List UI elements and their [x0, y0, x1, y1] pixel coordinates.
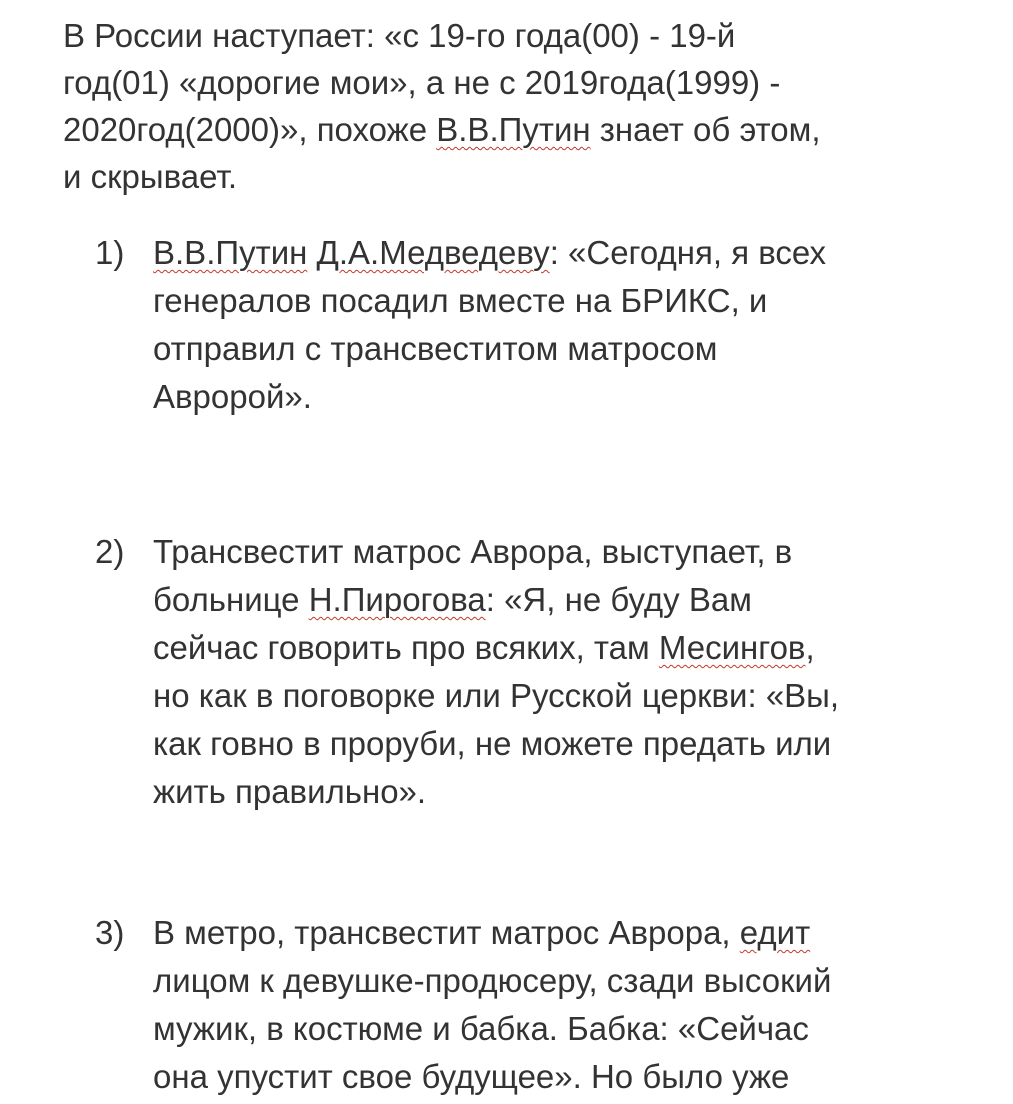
list-item-number: 3) [95, 914, 125, 951]
list-item-text [153, 229, 973, 421]
list-item-line: но как в поговорке или Русской церкви: «Вы, [153, 677, 840, 714]
list-item-text [153, 528, 973, 816]
intro-line: В России наступает: «с 19-го года(00) - 19-й [63, 17, 736, 54]
intro-text: 2020год(2000)», похоже [63, 111, 437, 148]
list-item-line: она упустит свое будущее». Но было уже [153, 1058, 790, 1095]
list-item-line: мужик, в костюме и бабка. Бабка: «Сейчас [153, 1010, 809, 1047]
spellcheck-word: Н.Пирогова [308, 581, 486, 618]
space [307, 234, 316, 271]
list-item-line: лицом к девушке-продюсеру, сзади высокий [153, 962, 832, 999]
spellcheck-word: едит [739, 914, 811, 951]
list-item-line: Авророй». [153, 378, 312, 415]
list-item-number: 2) [95, 533, 125, 570]
list-item-line: Трансвестит матрос Аврора, выступает, в [153, 533, 793, 570]
spellcheck-word: Месингов [658, 629, 806, 666]
list-item-text-run: В метро, трансвестит матрос Аврора, [153, 914, 740, 951]
intro-line: год(01) «дорогие мои», а не с 2019года(1999) - [63, 64, 781, 101]
list-item-text-run: сейчас говорить про всяких, там [153, 629, 659, 666]
spellcheck-word: В.В.Путин [153, 234, 308, 271]
list-item-text-run: больнице [153, 581, 309, 618]
list-item-line [153, 624, 973, 672]
list-item-text [153, 909, 973, 1101]
intro-text: знает об этом, [590, 111, 821, 148]
list-item-number: 1) [95, 234, 125, 271]
list-item-line: жить правильно». [153, 773, 427, 810]
list-item-text-run: , [805, 629, 815, 666]
list-item-line: как говно в проруби, не можете предать или [153, 725, 832, 762]
list-item-line [153, 909, 973, 957]
list-item-text-run: : «Я, не буду Вам [485, 581, 752, 618]
list-item-text-run: : «Сегодня, я всех [549, 234, 827, 271]
spellcheck-word: Д.А.Медведеву [316, 234, 550, 271]
intro-line [63, 106, 963, 153]
list-item-line: генералов посадил вместе на БРИКС, и [153, 282, 768, 319]
spellcheck-word: В.В.Путин [436, 111, 591, 148]
intro-paragraph [63, 12, 963, 200]
list-item-line [153, 576, 973, 624]
intro-line: и скрывает. [63, 158, 238, 195]
list-item-line [153, 229, 973, 277]
list-item-line: отправил с трансвеститом матросом [153, 330, 718, 367]
